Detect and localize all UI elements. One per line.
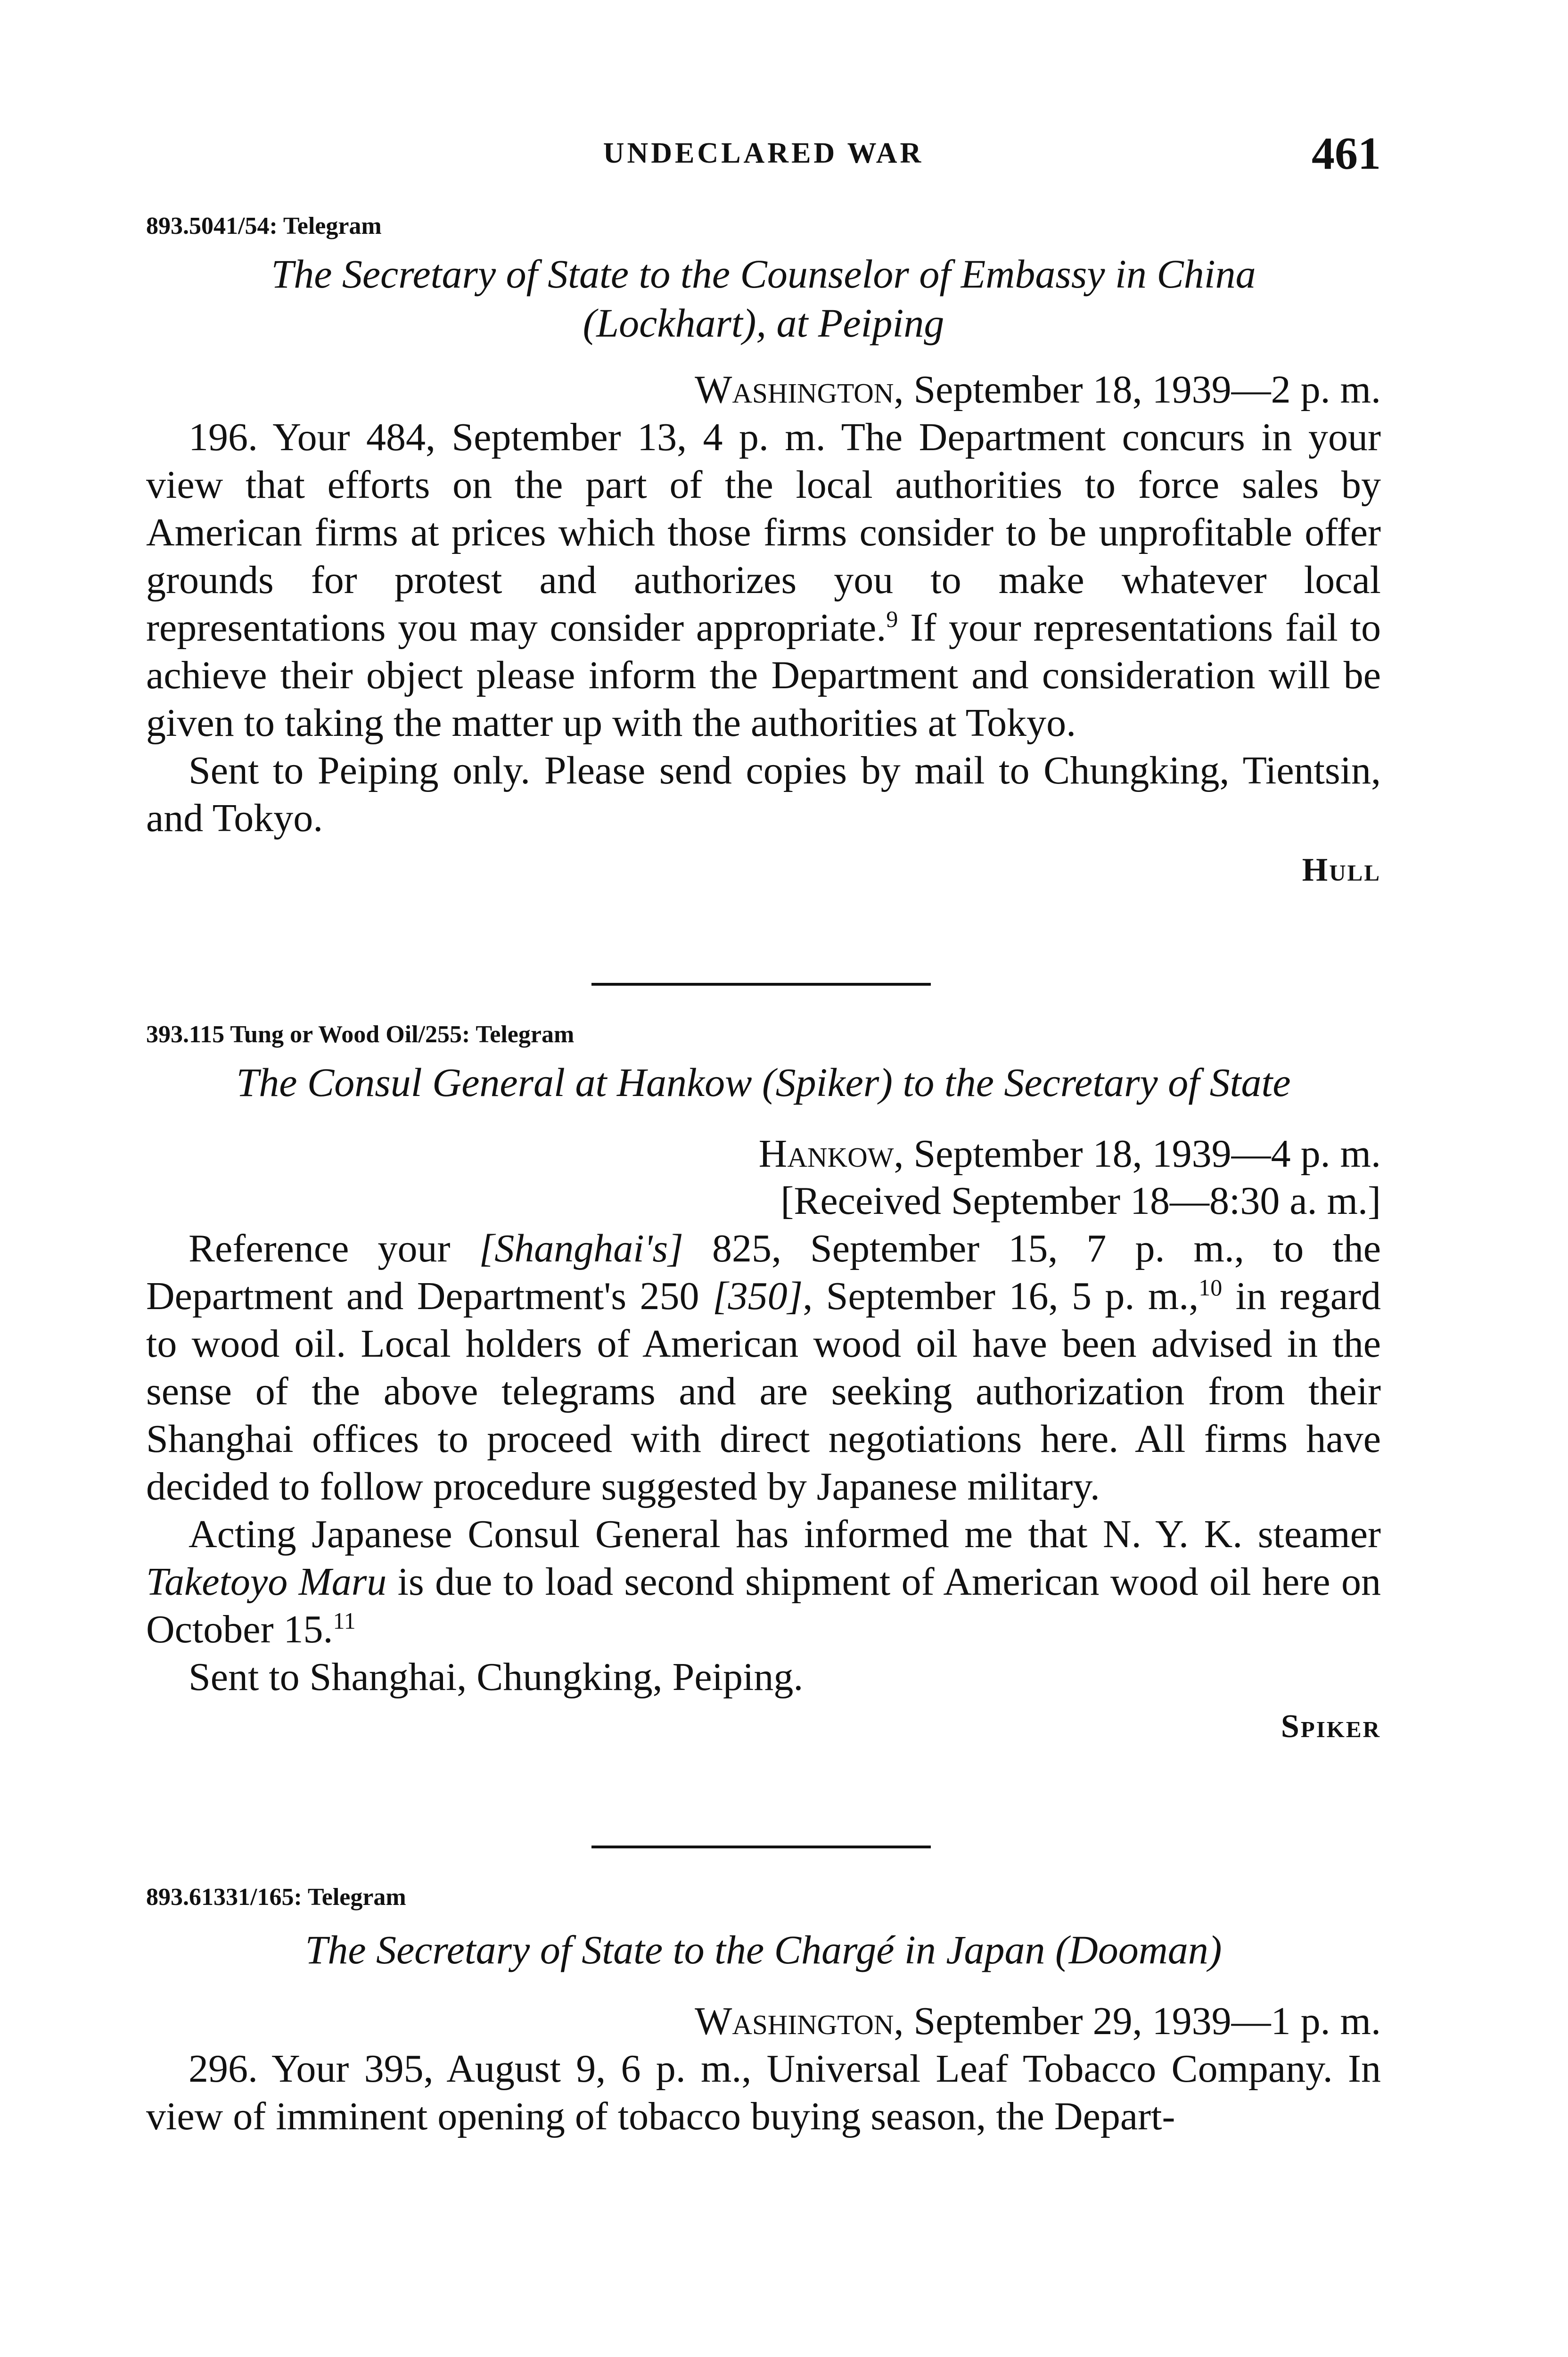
heading-line: (Lockhart), at Peiping — [583, 300, 944, 346]
paragraph-text: If your representations fail to achieve their object please inform the Department and consideration will be given to taking the matter up with the authorities at Tokyo. — [146, 606, 1381, 745]
telegram-2 — [146, 1021, 1381, 1746]
signature: Hull — [1302, 852, 1381, 888]
file-reference: 893.5041/54: Telegram — [146, 213, 382, 239]
paragraph-text: , September 16, 5 p. m., — [803, 1274, 1199, 1318]
dateline — [146, 366, 1381, 413]
footnote-marker: 10 — [1199, 1274, 1223, 1301]
file-reference: 893.61331/165: Telegram — [146, 1884, 406, 1911]
dateline — [146, 1998, 1381, 2045]
section-divider — [591, 1846, 931, 1848]
section-divider — [591, 983, 931, 986]
telegram-paragraph — [146, 1510, 1381, 1653]
paragraph-text: 825, September 15, 7 p. m., to the Department and Department's 250 — [146, 1227, 1381, 1318]
heading-line: The Secretary of State to the Counselor of Embassy in China — [271, 251, 1256, 297]
paragraph-text: Reference your — [189, 1227, 479, 1270]
dateline-place: Washington — [695, 368, 894, 412]
footnote-marker: 11 — [333, 1607, 356, 1634]
paragraph-text: 196. Your 484, September 13, 4 p. m. The Department concurs in your view that efforts on the part of the local authorities to force sales by American firms at prices which those firms consider to be unprofitable offer grounds for protest and authorizes you to make whatever local representations you may consider appropriate. — [146, 415, 1381, 650]
file-reference: 393.115 Tung or Wood Oil/255: Telegram — [146, 1021, 575, 1048]
dateline-date: , September 18, 1939—4 p. m. — [894, 1132, 1381, 1176]
telegram-1 — [146, 212, 1381, 889]
footnote-marker: 9 — [886, 606, 898, 632]
dateline-date: , September 18, 1939—2 p. m. — [894, 368, 1381, 412]
running-title: UNDECLARED WAR — [603, 137, 924, 169]
paragraph-text: Acting Japanese Consul General has informed me that N. Y. K. steamer — [189, 1512, 1381, 1556]
dateline-date: , September 29, 1939—1 p. m. — [894, 1999, 1381, 2043]
dateline — [146, 1130, 1381, 1178]
bracketed-insert: [Shanghai's] — [479, 1227, 683, 1270]
received-line: [Received September 18—8:30 a. m.] — [780, 1179, 1381, 1223]
telegram-paragraph — [146, 413, 1381, 747]
telegram-heading: The Secretary of State to the Chargé in Japan (Dooman) — [305, 1927, 1222, 1972]
bracketed-insert: [350] — [712, 1274, 803, 1318]
telegram-paragraph: Sent to Shanghai, Chungking, Peiping. — [189, 1655, 804, 1699]
telegram-heading: The Consul General at Hankow (Spiker) to the Secretary of State — [236, 1060, 1291, 1105]
telegram-paragraph: 296. Your 395, August 9, 6 p. m., Universal Leaf Tobacco Company. In view of imminent opening of tobacco buying season, the Depart- — [146, 2047, 1381, 2138]
telegram-paragraph: Sent to Peiping only. Please send copies by mail to Chungking, Tientsin, and Tokyo. — [146, 749, 1381, 840]
signature: Spiker — [1281, 1708, 1381, 1745]
paragraph-text: is due to load second shipment of American wood oil here on October 15. — [146, 1560, 1381, 1651]
telegram-3 — [146, 1883, 1381, 2140]
dateline-place: Washington — [695, 1999, 894, 2043]
page-number: 461 — [1312, 128, 1381, 179]
telegram-paragraph — [146, 1225, 1381, 1510]
dateline-place: Hankow — [758, 1132, 894, 1176]
telegram-heading — [146, 249, 1381, 347]
paragraph-text: in regard to wood oil. Local holders of American wood oil have been advised in the sense of the above telegrams and are seeking authorization from their Shanghai offices to proceed with direct negotiations here. All firms have decided to follow procedure suggested by Japanese military. — [146, 1274, 1381, 1508]
running-head — [146, 127, 1381, 179]
ship-name: Taketoyo Maru — [146, 1560, 387, 1604]
